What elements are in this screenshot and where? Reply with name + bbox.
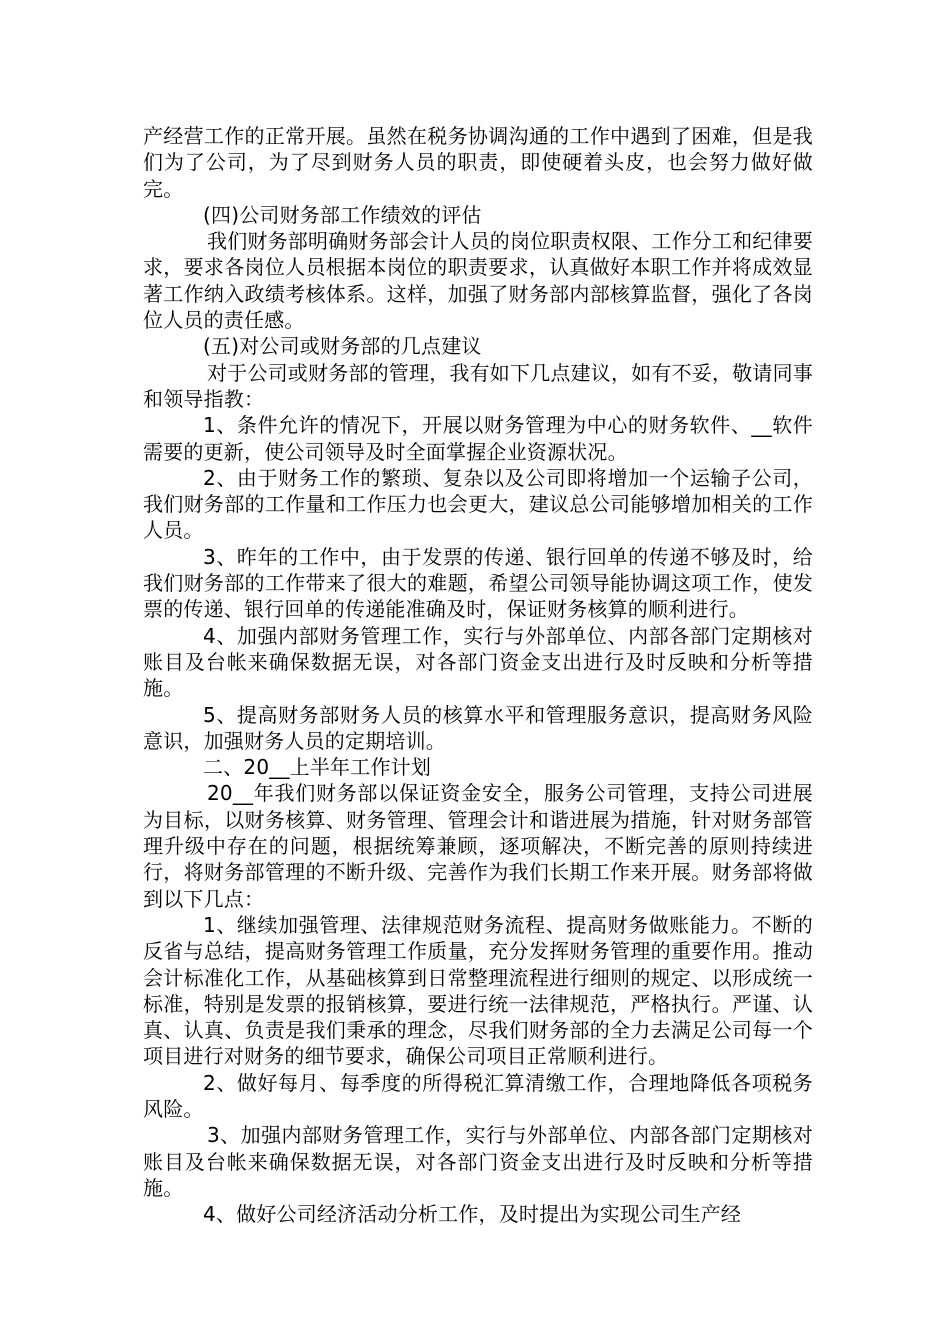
- list-item: 5、提高财务部财务人员的核算水平和管理服务意识，提高财务风险意识，加强财务人员的定期培训。: [143, 702, 813, 753]
- section-heading: 二、20__上半年工作计划: [203, 755, 432, 780]
- document-body: [143, 123, 813, 1227]
- list-item: 2、做好每月、每季度的所得税汇算清缴工作，合理地降低各项税务风险。: [143, 1070, 813, 1121]
- paragraph: 对于公司或财务部的管理，我有如下几点建议，如有不妥，敬请同事和领导指教：: [143, 360, 813, 411]
- list-item: 1、条件允许的情况下，开展以财务管理为中心的财务软件、__软件需要的更新，使公司领导及时全面掌握企业资源状况。: [143, 413, 813, 464]
- paragraph: 产经营工作的正常开展。虽然在税务协调沟通的工作中遇到了困难，但是我们为了公司，为了尽到财务人员的职责，即使硬着头皮，也会努力做好做完。: [143, 124, 813, 201]
- list-item: 3、加强内部财务管理工作，实行与外部单位、内部各部门定期核对账目及台帐来确保数据无误，对各部门资金支出进行及时反映和分析等措施。: [143, 1123, 813, 1200]
- list-item: 4、做好公司经济活动分析工作，及时提出为实现公司生产经: [203, 1202, 742, 1227]
- list-item: 2、由于财务工作的繁琐、复杂以及公司即将增加一个运输子公司，我们财务部的工作量和工作压力也会更大，建议总公司能够增加相关的工作人员。: [143, 465, 813, 543]
- paragraph: 我们财务部明确财务部会计人员的岗位职责权限、工作分工和纪律要求，要求各岗位人员根据本岗位的职责要求，认真做好本职工作并将成效显著工作纳入政绩考核体系。这样，加强了财务部内部核算监督，强化了各岗位人员的责任感。: [143, 229, 813, 333]
- section-heading: (五)对公司或财务部的几点建议: [203, 334, 482, 359]
- list-item: 1、继续加强管理、法律规范财务流程、提高财务做账能力。不断的反省与总结，提高财务管理工作质量，充分发挥财务管理的重要作用。推动会计标准化工作，从基础核算到日常整理流程进行细则的规定、以形成统一标准，特别是发票的报销核算，要进行统一法律规范，严格执行。严谨、认真、认真、负责是我们秉承的理念，尽我们财务部的全力去满足公司每一个项目进行对财务的细节要求，确保公司项目正常顺利进行。: [143, 912, 813, 1069]
- paragraph: 20__年我们财务部以保证资金安全，服务公司管理，支持公司进展为目标，以财务核算、财务管理、管理会计和谐进展为措施，针对财务部管理升级中存在的问题，根据统筹兼顾，逐项解决，不断完善的原则持续进行，将财务部管理的不断升级、完善作为我们长期工作来开展。财务部将做到以下几点：: [143, 781, 813, 911]
- list-item: 3、昨年的工作中，由于发票的传递、银行回单的传递不够及时，给我们财务部的工作带来了很大的难题，希望公司领导能协调这项工作，使发票的传递、银行回单的传递能准确及时，保证财务核算的顺利进行。: [143, 544, 813, 622]
- section-heading: (四)公司财务部工作绩效的评估: [203, 202, 482, 227]
- list-item: 4、加强内部财务管理工作，实行与外部单位、内部各部门定期核对账目及台帐来确保数据无误，对各部门资金支出进行及时反映和分析等措施。: [143, 623, 813, 701]
